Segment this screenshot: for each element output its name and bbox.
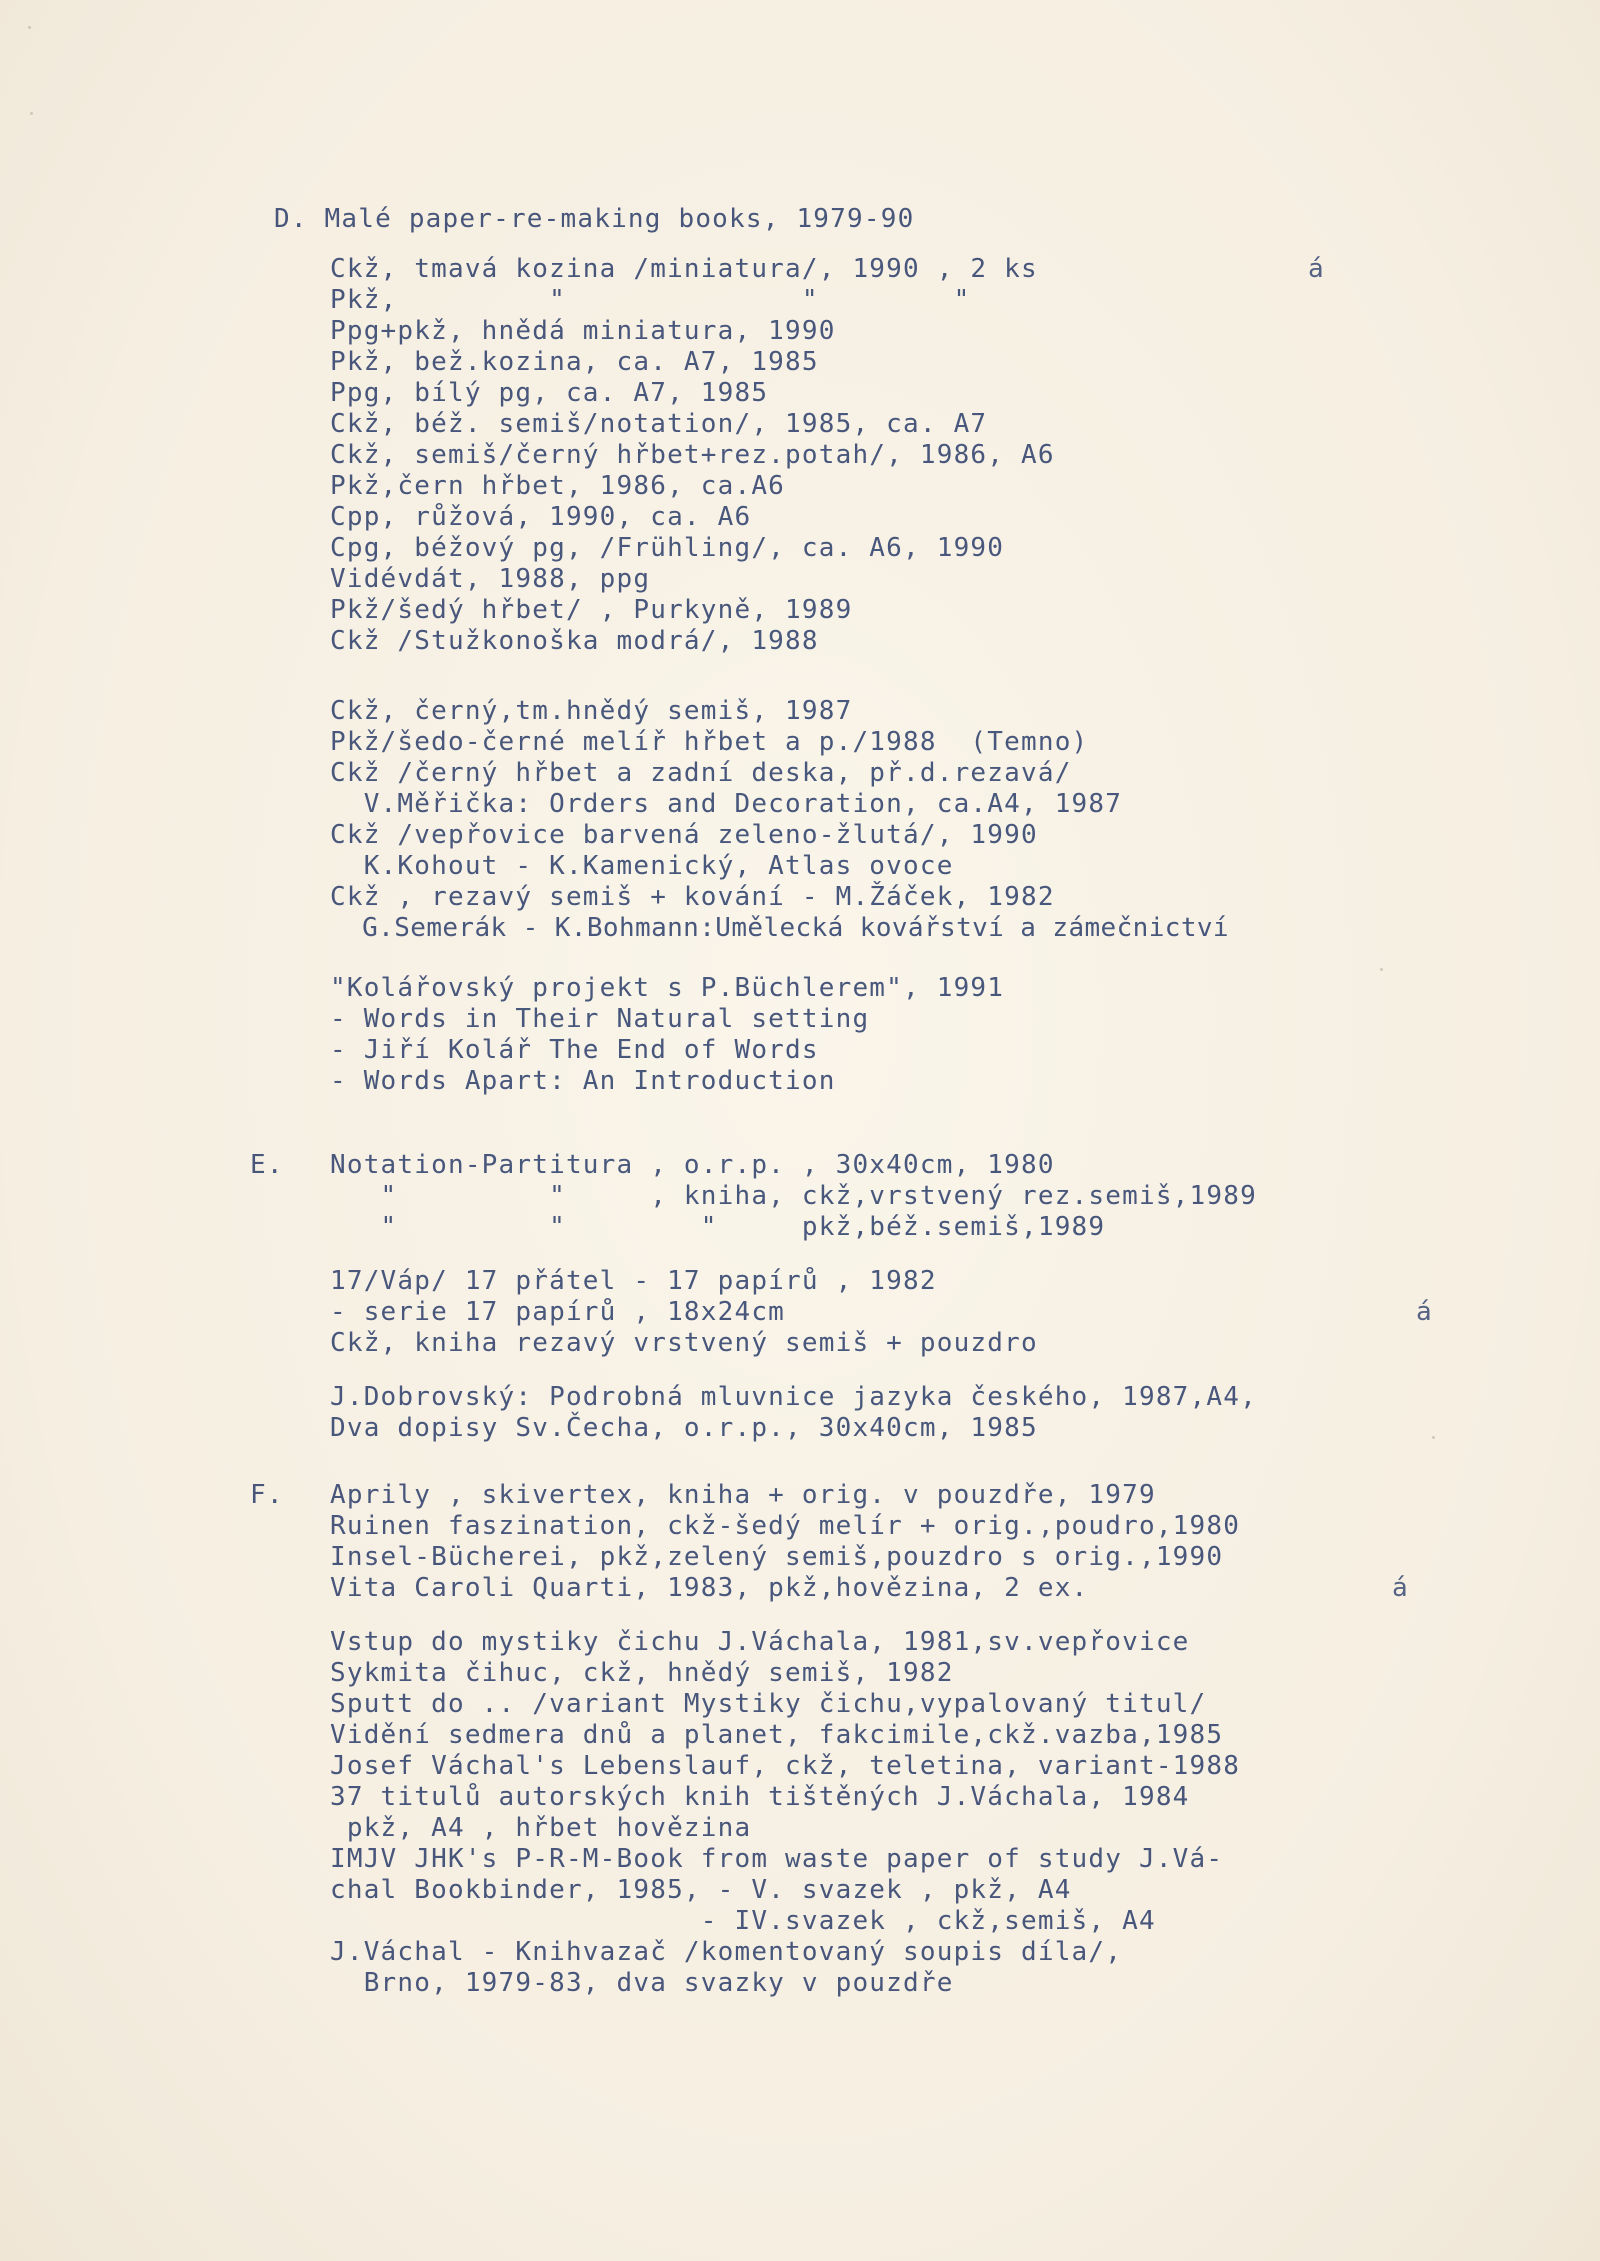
section-d-line: Pkž, bež.kozina, ca. A7, 1985 [330,347,819,377]
section-d-line: Ckž, béž. semiš/notation/, 1985, ca. A7 [330,409,988,439]
paper-speck [28,26,31,29]
section-d-line: - Words in Their Natural setting [330,1004,870,1034]
section-f-line: Sykmita čihuc, ckž, hnědý semiš, 1982 [330,1658,954,1688]
section-d-line: - Jiří Kolář The End of Words [330,1035,819,1065]
section-d-line: "Kolářovský projekt s P.Büchlerem", 1991 [330,973,1005,1003]
paper-speck [30,112,33,115]
section-d-line: Ckž /vepřovice barvená zeleno-žlutá/, 1990 [330,820,1038,850]
section-d-line: Pkž,čern hřbet, 1986, ca.A6 [330,471,786,501]
section-d-line: - Words Apart: An Introduction [330,1066,836,1096]
section-f-line: - IV.svazek , ckž,semiš, A4 [330,1906,1156,1936]
section-f-line: J.Váchal - Knihvazač /komentovaný soupis díla/, [330,1937,1123,1967]
section-e-line: " " , kniha, ckž,vrstvený rez.semiš,1989 [330,1181,1257,1211]
section-d-line: Ckž /Stužkonoška modrá/, 1988 [330,626,819,656]
section-f-line: Vstup do mystiky čichu J.Váchala, 1981,sv.vepřovice [330,1627,1190,1657]
section-f-mark: á [1392,1573,1408,1603]
section-d-line: Pkž, " " " [330,285,971,315]
paper-speck [1380,968,1383,971]
section-e-label: E. [250,1150,284,1180]
section-f-line: Insel-Bücherei, pkž,zelený semiš,pouzdro s orig.,1990 [330,1542,1224,1572]
section-f-line: Vita Caroli Quarti, 1983, pkž,hovězina, 2 ex. [330,1573,1089,1603]
section-d-line: Ckž , rezavý semiš + kování - M.Žáček, 1982 [330,882,1055,912]
section-d-line: Vidévdát, 1988, ppg [330,564,651,594]
section-e-line: " " " pkž,béž.semiš,1989 [330,1212,1106,1242]
section-f-label: F. [250,1480,284,1510]
section-e-line: Ckž, kniha rezavý vrstvený semiš + pouzdro [330,1328,1038,1358]
section-d-line: Pkž/šedo-černé melíř hřbet a p./1988 (Temno) [330,727,1089,757]
section-d-line: Cpp, růžová, 1990, ca. A6 [330,502,752,532]
section-d-heading: D. Malé paper-re-making books, 1979-90 [274,204,915,234]
section-e-line: 17/Váp/ 17 přátel - 17 papírů , 1982 [330,1266,937,1296]
section-d-line: G.Semerák - K.Bohmann:Umělecká kovářství a zámečnictví [330,913,1229,943]
section-f-line: Ruinen faszination, ckž-šedý melír + orig.,poudro,1980 [330,1511,1241,1541]
section-d-mark: á [1308,254,1324,284]
section-d-line: Pkž/šedý hřbet/ , Purkyně, 1989 [330,595,853,625]
section-f-line: Josef Váchal's Lebenslauf, ckž, teletina, variant-1988 [330,1751,1241,1781]
section-d-line: Cpg, béžový pg, /Frühling/, ca. A6, 1990 [330,533,1005,563]
section-e-line: - serie 17 papírů , 18x24cm [330,1297,786,1327]
section-d-line: K.Kohout - K.Kamenický, Atlas ovoce [330,851,954,881]
section-d-line: Ppg+pkž, hnědá miniatura, 1990 [330,316,836,346]
section-e-line: J.Dobrovský: Podrobná mluvnice jazyka českého, 1987,A4, [330,1382,1257,1412]
section-f-line: 37 titulů autorských knih tištěných J.Váchala, 1984 [330,1782,1190,1812]
section-e-line: Notation-Partitura , o.r.p. , 30x40cm, 1980 [330,1150,1055,1180]
section-d-line: Ckž, semiš/černý hřbet+rez.potah/, 1986, A6 [330,440,1055,470]
section-f-line: Sputt do .. /variant Mystiky čichu,vypalovaný titul/ [330,1689,1207,1719]
section-e-line: Dva dopisy Sv.Čecha, o.r.p., 30x40cm, 1985 [330,1413,1038,1443]
section-d-line: Ckž /černý hřbet a zadní deska, př.d.rezavá/ [330,758,1072,788]
section-d-line: Ppg, bílý pg, ca. A7, 1985 [330,378,769,408]
section-f-line: Vidění sedmera dnů a planet, fakcimile,ckž.vazba,1985 [330,1720,1224,1750]
section-f-line: pkž, A4 , hřbet hovězina [330,1813,752,1843]
section-d-line: Ckž, černý,tm.hnědý semiš, 1987 [330,696,853,726]
section-d-line: Ckž, tmavá kozina /miniatura/, 1990 , 2 ks [330,254,1038,284]
section-f-line: IMJV JHK's P-R-M-Book from waste paper of study J.Vá- [330,1844,1224,1874]
section-f-line: chal Bookbinder, 1985, - V. svazek , pkž, A4 [330,1875,1072,1905]
section-f-line: Aprily , skivertex, kniha + orig. v pouzdře, 1979 [330,1480,1156,1510]
section-f-line: Brno, 1979-83, dva svazky v pouzdře [330,1968,954,1998]
paper-speck [1432,1436,1435,1439]
section-d-line: V.Měřička: Orders and Decoration, ca.A4, 1987 [330,789,1123,819]
section-e-mark: á [1416,1297,1432,1327]
